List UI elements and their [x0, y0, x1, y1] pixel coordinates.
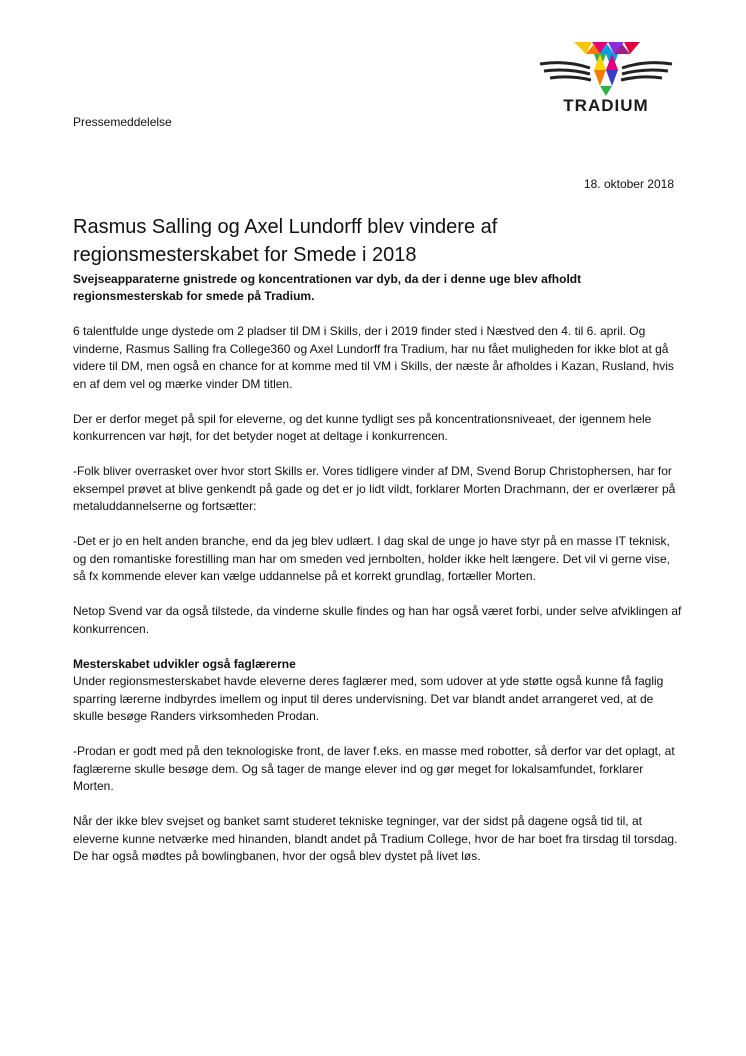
- body-paragraph: -Prodan er godt med på den teknologiske front, de laver f.eks. en masse med robotter, så derfor var det oplagt, at faglærerne skulle besøge dem. Og så tager de mange elever ind og gør meget for lokalsamfundet, forklarer Morten.: [73, 744, 675, 793]
- logo-wordmark: TRADIUM: [563, 96, 649, 115]
- document-type-label: Pressemeddelelse: [73, 115, 172, 129]
- body-paragraph: Der er derfor meget på spil for eleverne, og det kunne tydligt ses på koncentrationsniveaet, der igennem hele konkurrencen var højt, for det betyder noget at deltage i konkurrencen.: [73, 411, 652, 443]
- article-headline: Rasmus Salling og Axel Lundorff blev vindere af regionsmesterskabet for Smede i 2018: [73, 216, 498, 266]
- body-paragraph: Når der ikke blev svejset og banket samt studeret tekniske tegninger, var der sidst på dagene også tid til, at eleverne kunne netværke med hinanden, blandt andet på Tradium College, hvor de har boet fra tirsdag til torsdag. De har også mødtes på bowlingbanen, hvor der også blev dystet på livet løs.: [73, 814, 678, 863]
- tradium-logo-mark: [536, 40, 676, 100]
- section-subheading: Mesterskabet udvikler også faglærerne: [73, 656, 296, 671]
- body-paragraph: Netop Svend var da også tilstede, da vinderne skulle findes og han har også været forbi, under selve afviklingen af konkurrencen.: [73, 604, 682, 636]
- article-body: [73, 323, 683, 883]
- body-paragraph: -Folk bliver overrasket over hvor stort Skills er. Vores tidligere vinder af DM, Svend Borup Christophersen, har for eksempel prøvet at blive genkendt på gade og det er jo lidt vildt, forklarer Morten Drachmann, der er overlærer på metaluddannelserne og fortsætter:: [73, 464, 676, 513]
- body-paragraph: 6 talentfulde unge dystede om 2 pladser til DM i Skills, der i 2019 finder sted i Næstved den 4. til 6. april. Og vinderne, Rasmus Salling fra College360 og Axel Lundorff fra Tradium, har nu fået muligheden for ikke blot at gå videre til DM, men også en chance for at komme med til VM i Skills, der næste år afholdes i Kazan, Rusland, hvis en af dem vel og mærke vinder DM titlen.: [73, 324, 674, 391]
- release-date: 18. oktober 2018: [583, 177, 674, 191]
- tradium-logo: [536, 40, 676, 120]
- body-paragraph: Under regionsmesterskabet havde eleverne deres faglærer med, som udover at yde støtte også kunne få faglig sparring lærerne indbyrdes imellem og input til deres undervisning. Det var blandt andet arrangeret ved, at de skulle besøge Randers virksomheden Prodan.: [73, 674, 664, 723]
- article-lead: Svejseapparaterne gnistrede og koncentrationen var dyb, da der i denne uge blev afholdt regionsmesterskab for smede på Tradium.: [73, 272, 582, 303]
- body-paragraph: -Det er jo en helt anden branche, end da jeg blev udlært. I dag skal de unge jo have styr på en masse IT teknisk, og den romantiske forestilling man har om smeden ved jernbolten, holder ikke helt længere. Det vil vi gerne vise, så fx kommende elever kan vælge uddannelse på et korrekt grundlag, fortæller Morten.: [73, 534, 670, 583]
